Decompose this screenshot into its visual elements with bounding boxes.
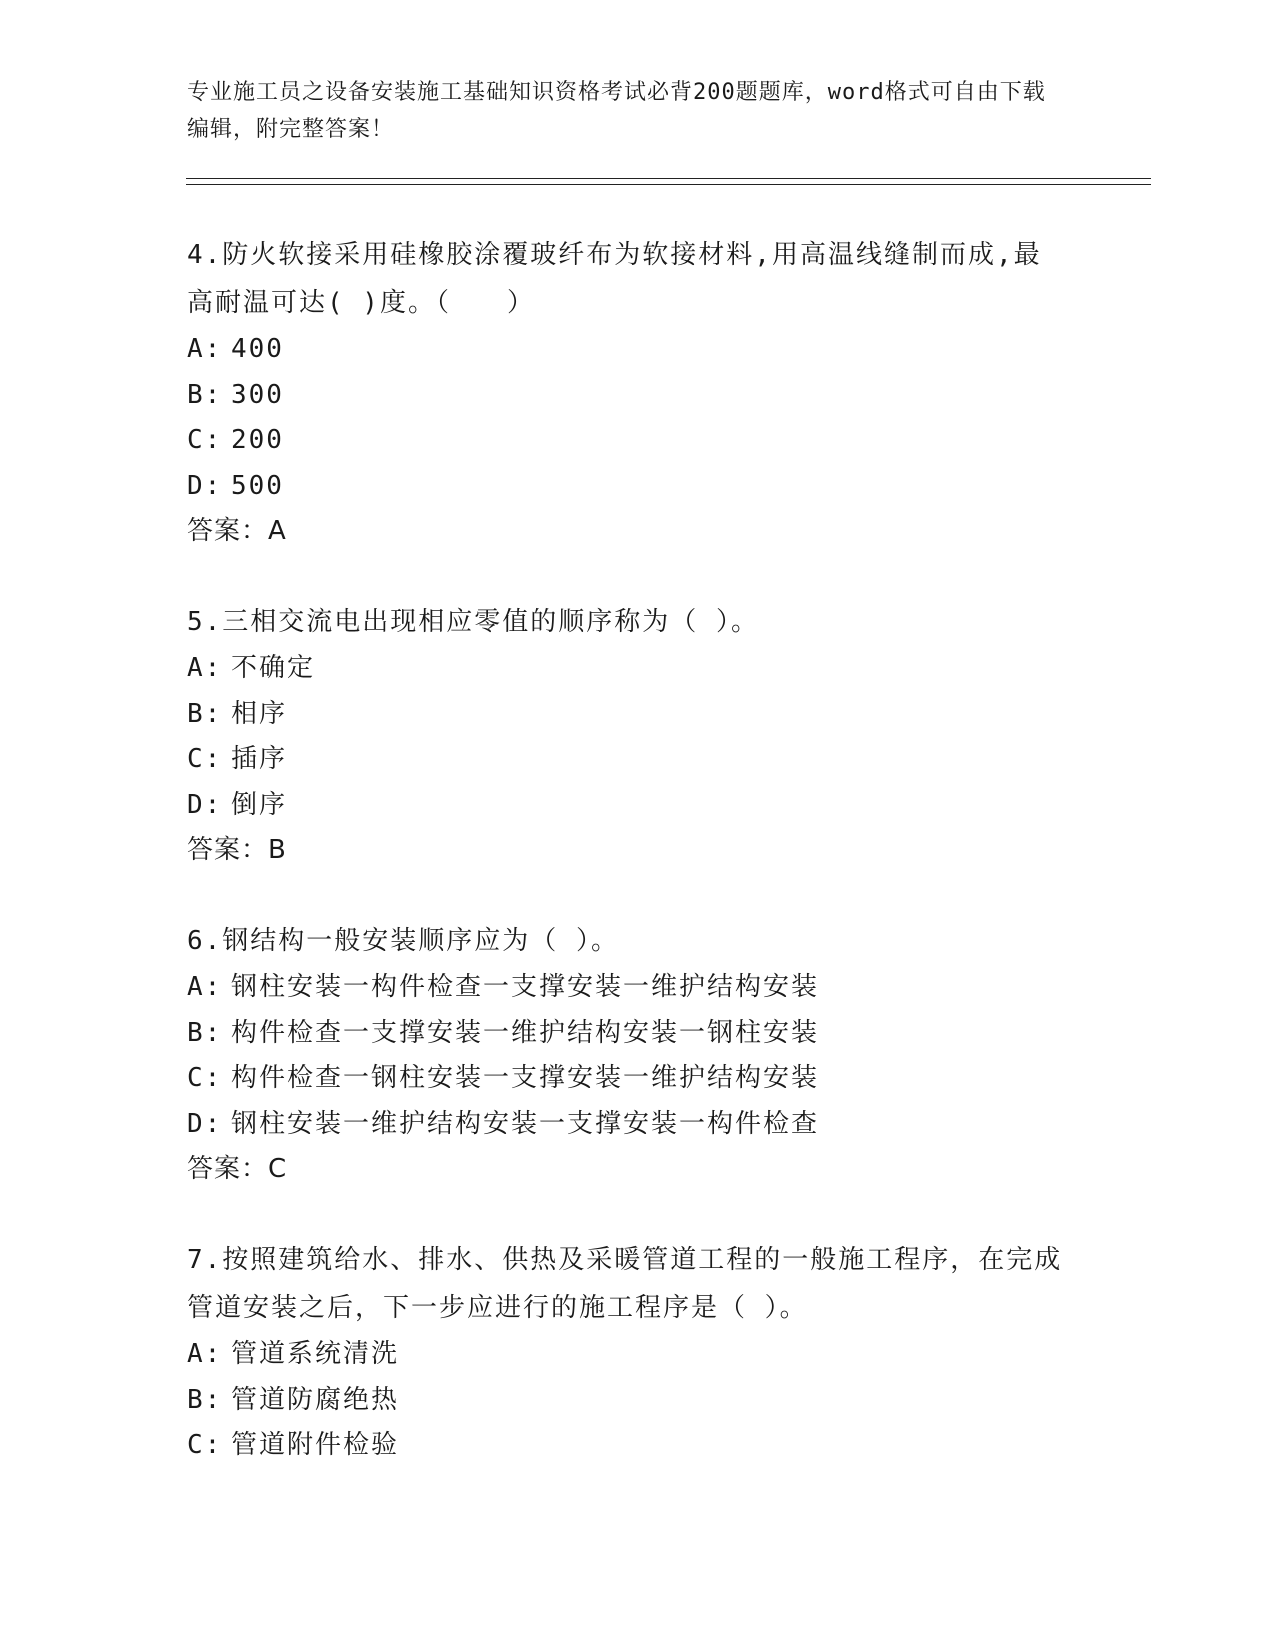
question-text: 4.防火软接采用硅橡胶涂覆玻纤布为软接材料,用高温线缝制而成,最高耐温可达( )度。（ ） bbox=[187, 240, 1042, 318]
question-text: 6.钢结构一般安装顺序应为（ ）。 bbox=[187, 926, 619, 956]
option-letter: C: bbox=[187, 744, 223, 774]
option-text: 构件检查一钢柱安装一支撑安装一维护结构安装 bbox=[231, 1063, 820, 1093]
option-letter: B: bbox=[187, 698, 223, 729]
option-a bbox=[187, 965, 1067, 1011]
option-text: 插序 bbox=[231, 744, 288, 774]
option-text: 相序 bbox=[231, 698, 288, 729]
answer-line: 答案：B bbox=[187, 835, 287, 865]
option-letter: D: bbox=[187, 789, 223, 820]
option-text: 管道系统清洗 bbox=[231, 1339, 400, 1369]
option-text: 钢柱安装一构件检查一支撑安装一维护结构安装 bbox=[231, 972, 820, 1002]
option-letter: C: bbox=[187, 1063, 223, 1093]
option-letter: D: bbox=[187, 1108, 223, 1139]
option-b bbox=[187, 1011, 1067, 1057]
option-d bbox=[187, 464, 1067, 510]
question-block bbox=[187, 1236, 1067, 1469]
option-d bbox=[187, 1102, 1067, 1148]
option-text: 倒序 bbox=[231, 789, 288, 820]
option-letter: A: bbox=[187, 1339, 223, 1369]
option-text: 管道防腐绝热 bbox=[231, 1384, 400, 1415]
option-b bbox=[187, 1378, 1067, 1424]
option-b bbox=[187, 373, 1067, 419]
option-text: 不确定 bbox=[231, 653, 316, 683]
option-d bbox=[187, 783, 1067, 829]
option-text: 钢柱安装一维护结构安装一支撑安装一构件检查 bbox=[231, 1108, 820, 1139]
option-a bbox=[187, 327, 1067, 373]
answer-line: 答案：C bbox=[187, 1154, 288, 1184]
option-c bbox=[187, 1056, 1067, 1102]
option-text: 管道附件检验 bbox=[231, 1430, 400, 1460]
header-divider-top bbox=[186, 178, 1151, 179]
question-block bbox=[187, 231, 1067, 555]
option-letter: C: bbox=[187, 425, 223, 455]
option-letter: D: bbox=[187, 470, 223, 501]
question-text: 5.三相交流电出现相应零值的顺序称为（ ）。 bbox=[187, 607, 759, 637]
option-text: 200 bbox=[231, 425, 284, 455]
question-block bbox=[187, 598, 1067, 874]
option-a bbox=[187, 646, 1067, 692]
option-c bbox=[187, 1423, 1067, 1469]
option-text: 500 bbox=[231, 470, 284, 501]
option-b bbox=[187, 692, 1067, 738]
question-text: 7.按照建筑给水、排水、供热及采暖管道工程的一般施工程序，在完成管道安装之后，下一步应进行的施工程序是（ ）。 bbox=[187, 1245, 1063, 1323]
option-letter: A: bbox=[187, 972, 223, 1002]
document-header: 专业施工员之设备安装施工基础知识资格考试必背200题题库，word格式可自由下载编辑，附完整答案！ bbox=[187, 80, 1046, 142]
option-text: 构件检查一支撑安装一维护结构安装一钢柱安装 bbox=[231, 1017, 820, 1048]
option-c bbox=[187, 737, 1067, 783]
option-letter: A: bbox=[187, 653, 223, 683]
question-block bbox=[187, 917, 1067, 1193]
answer-line: 答案：A bbox=[187, 516, 287, 546]
option-c bbox=[187, 418, 1067, 464]
option-text: 400 bbox=[231, 334, 284, 364]
header-divider-bottom bbox=[186, 184, 1151, 185]
option-letter: B: bbox=[187, 379, 223, 410]
option-letter: B: bbox=[187, 1017, 223, 1048]
option-letter: A: bbox=[187, 334, 223, 364]
option-a bbox=[187, 1332, 1067, 1378]
option-letter: B: bbox=[187, 1384, 223, 1415]
option-text: 300 bbox=[231, 379, 284, 410]
option-letter: C: bbox=[187, 1430, 223, 1460]
